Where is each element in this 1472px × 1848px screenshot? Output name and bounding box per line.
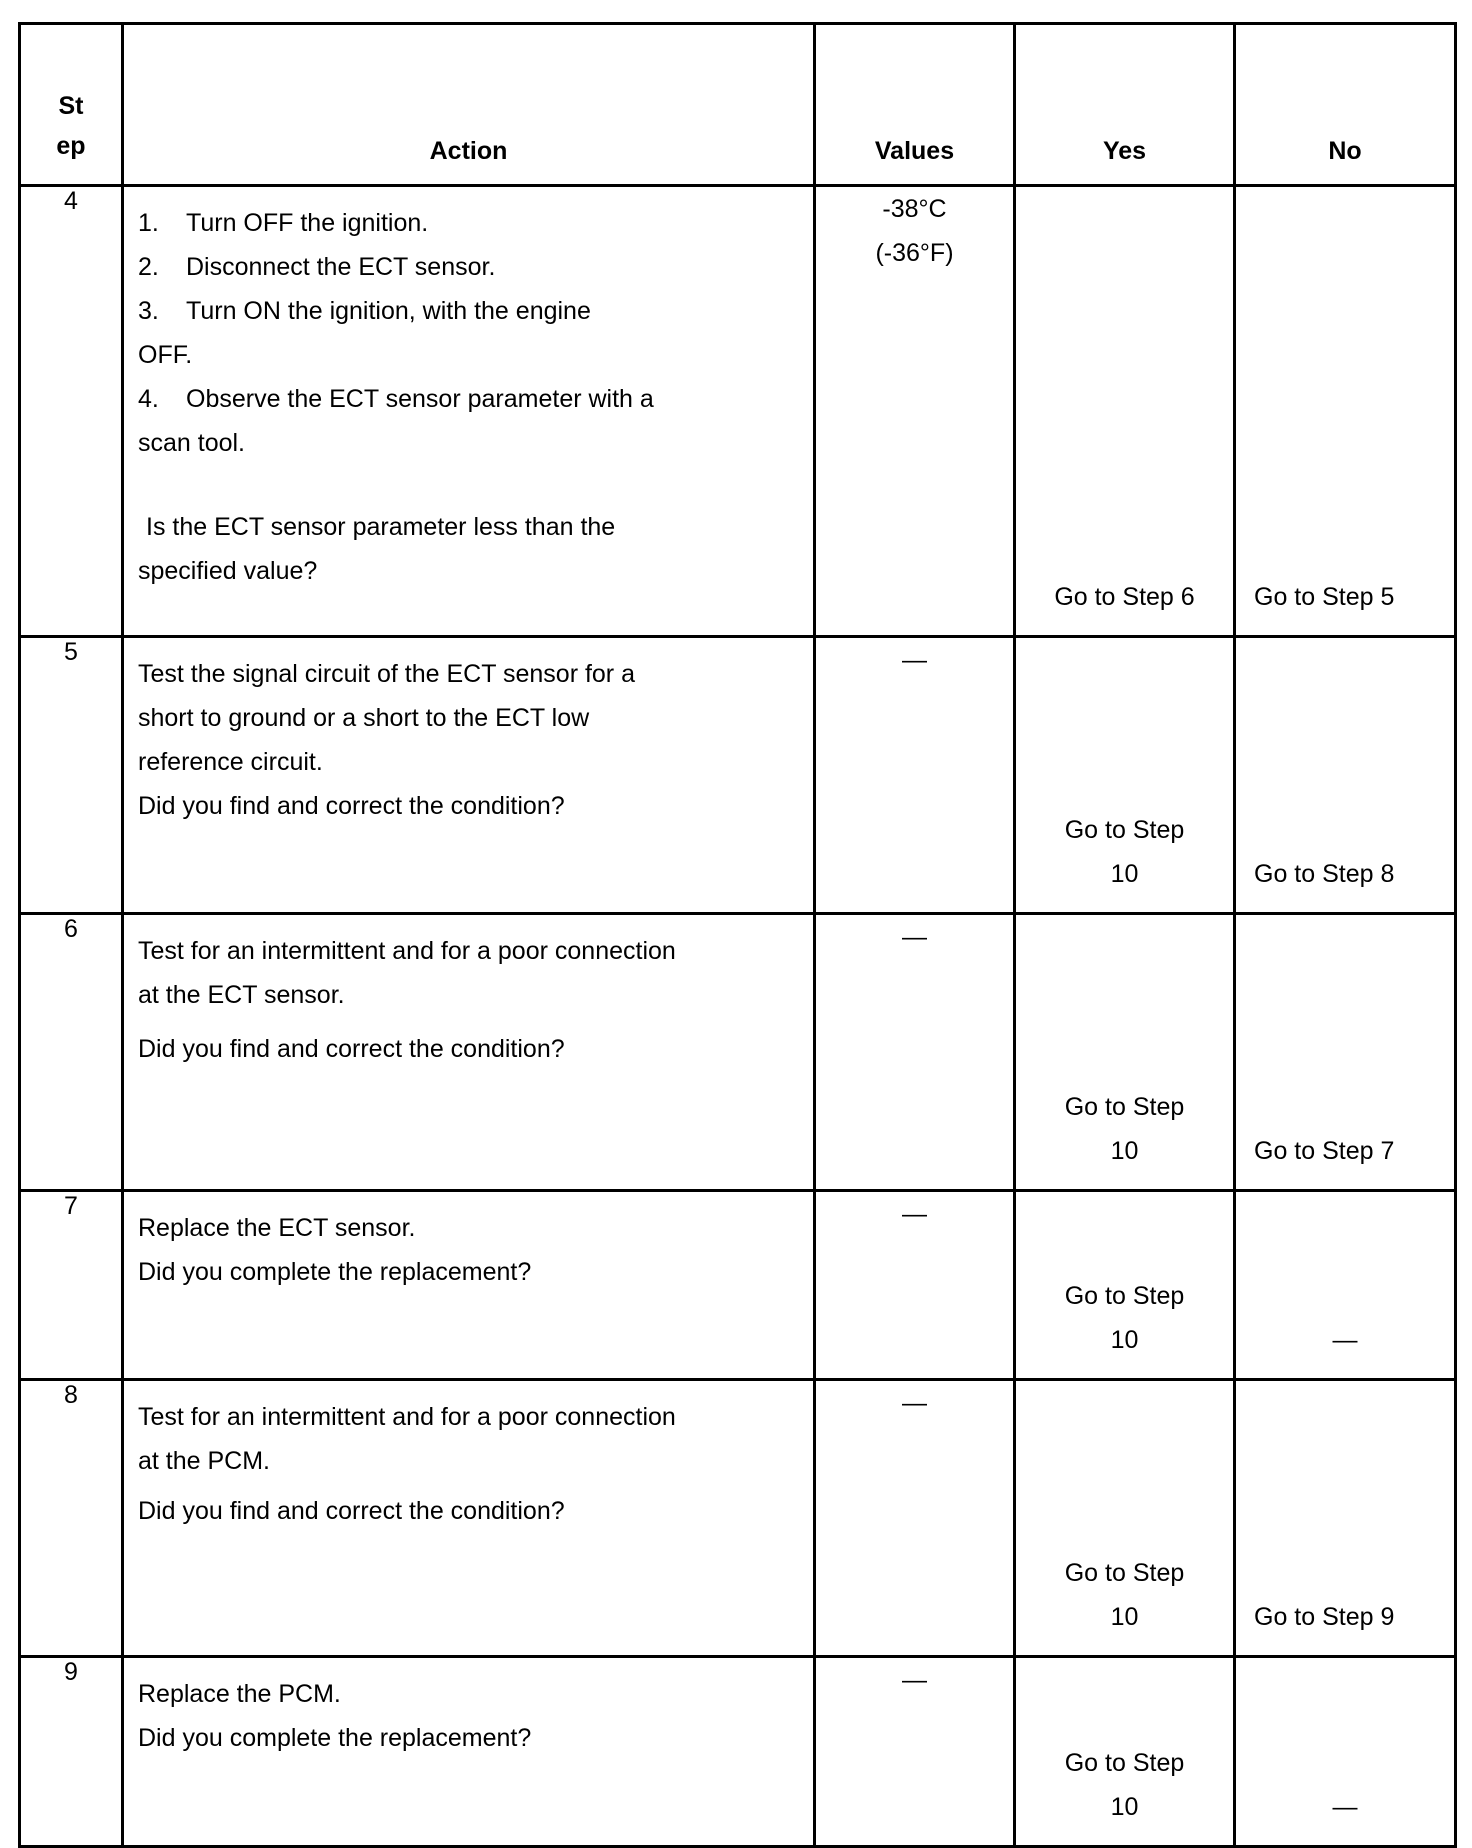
no-cell: Go to Step 9 [1235, 1380, 1456, 1657]
yes-cell: Go to Step 6 [1015, 186, 1235, 637]
action-question: Is the ECT sensor parameter less than the [146, 513, 616, 541]
values-cell: — [815, 1657, 1015, 1847]
action-question: Did you complete the replacement? [138, 1724, 532, 1752]
action-item: 3. Turn ON the ignition, with the engine [138, 297, 591, 325]
header-step-line2: ep [56, 132, 86, 160]
table-row [20, 914, 1456, 1191]
no-cell: Go to Step 7 [1235, 914, 1456, 1191]
values-cell: — [815, 914, 1015, 1191]
values-cell: -38°C (-36°F) [815, 186, 1015, 637]
action-item: 2. Disconnect the ECT sensor. [138, 253, 496, 281]
action-cell: Test the signal circuit of the ECT sensor for a short to ground or a short to the ECT low reference circuit. Did you find and correct the condition? [123, 637, 815, 914]
action-question: Did you find and correct the condition? [138, 792, 565, 820]
action-cell: Replace the ECT sensor. Did you complete the replacement? [123, 1191, 815, 1380]
action-item-continued: OFF. [138, 341, 193, 369]
header-action: Action [123, 24, 815, 186]
step-number: 4 [20, 186, 123, 637]
yes-cell: Go to Step 10 [1015, 637, 1235, 914]
yes-cell: Go to Step 10 [1015, 1380, 1235, 1657]
diagnostic-table [18, 22, 1457, 1848]
no-cell: — [1235, 1657, 1456, 1847]
action-item-continued: scan tool. [138, 429, 246, 457]
step-number: 7 [20, 1191, 123, 1380]
action-cell [123, 186, 815, 637]
header-step-line1: St [58, 92, 84, 120]
table-row [20, 1657, 1456, 1847]
action-question: Did you complete the replacement? [138, 1258, 532, 1286]
action-cell: Test for an intermittent and for a poor connection at the ECT sensor. Did you find and correct the condition? [123, 914, 815, 1191]
values-cell: — [815, 1380, 1015, 1657]
action-cell: Replace the PCM. Did you complete the replacement? [123, 1657, 815, 1847]
action-question: Did you find and correct the condition? [138, 1497, 565, 1525]
header-values: Values [815, 24, 1015, 186]
values-cell: — [815, 1191, 1015, 1380]
step-number: 6 [20, 914, 123, 1191]
header-yes: Yes [1015, 24, 1235, 186]
step-number: 5 [20, 637, 123, 914]
action-question: specified value? [138, 557, 318, 585]
table-row [20, 186, 1456, 637]
table-row [20, 637, 1456, 914]
yes-cell: Go to Step 10 [1015, 1657, 1235, 1847]
action-item: 1. Turn OFF the ignition. [138, 209, 429, 237]
no-cell: Go to Step 5 [1235, 186, 1456, 637]
yes-cell: Go to Step 10 [1015, 1191, 1235, 1380]
step-number: 8 [20, 1380, 123, 1657]
no-cell: — [1235, 1191, 1456, 1380]
action-cell: Test for an intermittent and for a poor connection at the PCM. Did you find and correct the condition? [123, 1380, 815, 1657]
values-cell: — [815, 637, 1015, 914]
header-step [20, 24, 123, 186]
header-row [20, 24, 1456, 186]
header-no: No [1235, 24, 1456, 186]
action-item: 4. Observe the ECT sensor parameter with a [138, 385, 654, 413]
action-question: Did you find and correct the condition? [138, 1035, 565, 1063]
no-cell: Go to Step 8 [1235, 637, 1456, 914]
table-row [20, 1191, 1456, 1380]
table-row [20, 1380, 1456, 1657]
step-number: 9 [20, 1657, 123, 1847]
yes-cell: Go to Step 10 [1015, 914, 1235, 1191]
